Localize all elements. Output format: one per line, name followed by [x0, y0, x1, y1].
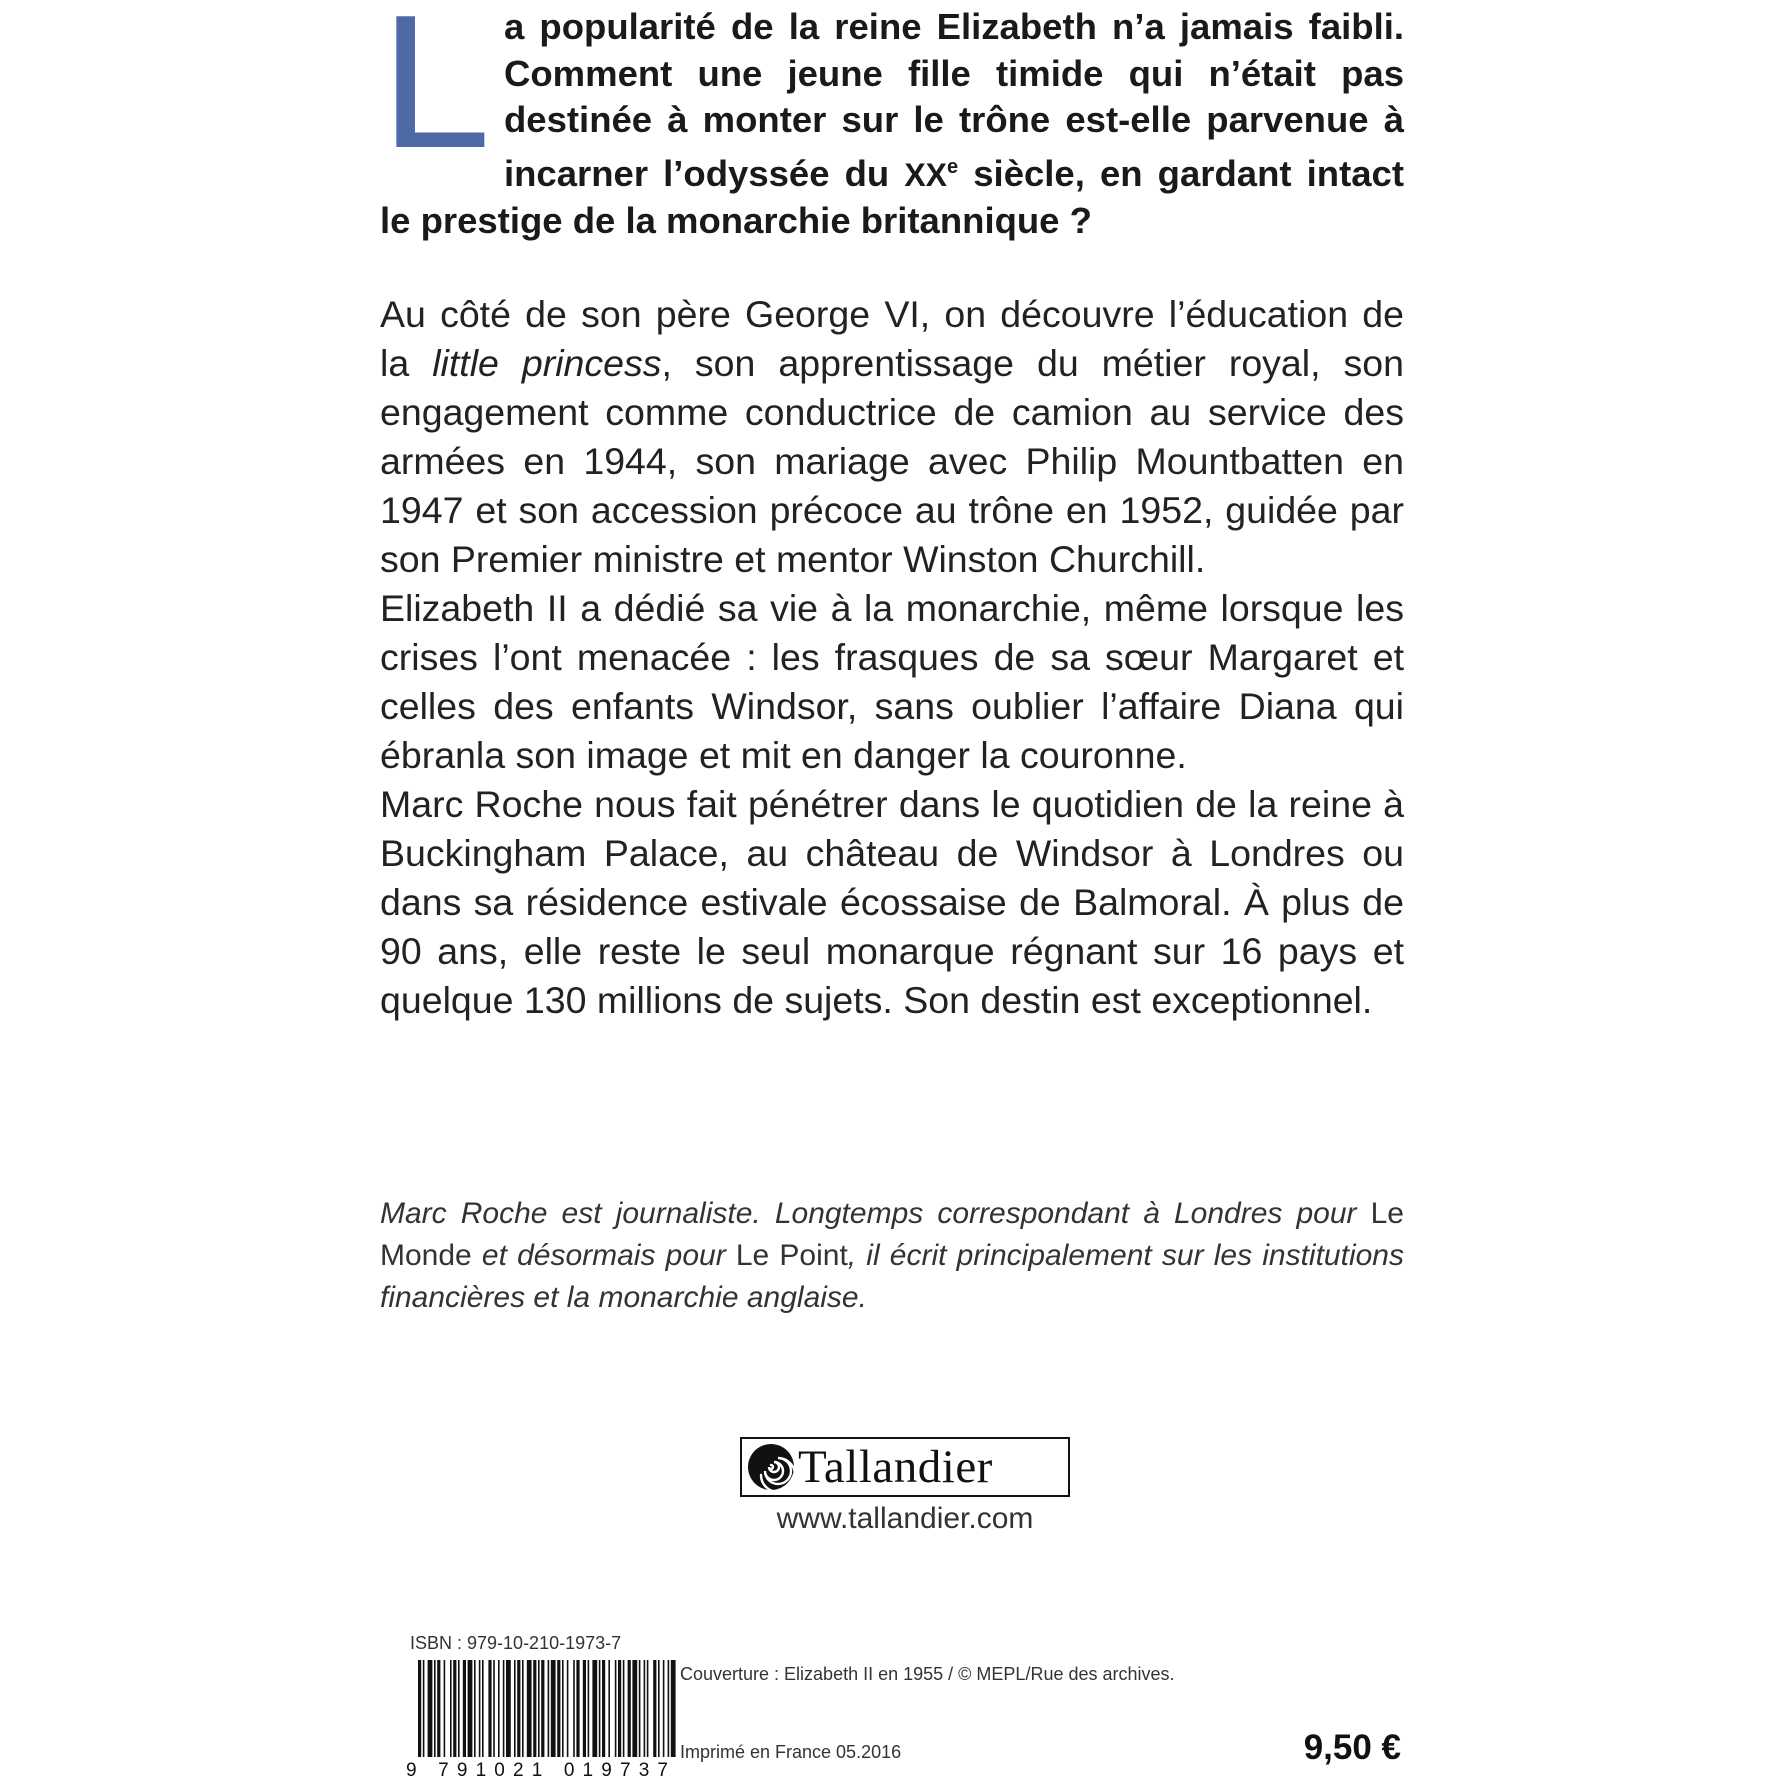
century-sup: e [947, 155, 959, 178]
drop-cap [380, 0, 496, 188]
cover-credit: Couverture : Elizabeth II en 1955 / © MEPL/Rue des archives. [680, 1664, 1175, 1684]
bio-text: Marc Roche est journaliste. Longtemps correspondant à Londres pour [380, 1197, 1371, 1230]
book-reference-italic: little princess [432, 342, 662, 384]
printing-info: Imprimé en France 05.2016 [680, 1742, 902, 1762]
isbn-label: ISBN : 979-10-210-1973-7 [410, 1633, 622, 1653]
barcode [406, 1660, 682, 1779]
publisher-name: Tallandier [798, 1441, 993, 1493]
author-bio [380, 1193, 1404, 1319]
summary-paragraph-3: Marc Roche nous fait pénétrer dans le quotidien de la reine à Buckingham Palace, au château de Windsor à Londres ou dans sa résidence estivale écossaise de Balmoral. À plus de 90 ans, elle reste le seul monarque régnant sur 16 pays et quelque 130 millions de sujets. Son destin est exceptionnel. [380, 783, 1404, 1021]
publisher-logo [740, 1437, 1070, 1497]
bio-text: , il écrit principalement sur les institutions financières et la monarchie anglaise. [380, 1239, 1404, 1314]
publisher-website[interactable]: www.tallandier.com [776, 1502, 1034, 1535]
summary-paragraph-2: Elizabeth II a dédié sa vie à la monarchie, même lorsque les crises l’ont menacée : les frasques de sa sœur Margaret et celles des enfants Windsor, sans oublier l’affaire Diana qui ébranla son image et mit en danger la couronne. [380, 587, 1404, 776]
intro-text-1: a popularité de la reine Elizabeth n’a jamais faibli. Comment une jeune fille timide qui n’était pas destinée à monter sur le trône est-elle parvenue à incarner l’odyssée du [504, 6, 1404, 194]
spiral-icon [746, 1442, 796, 1492]
summary-text: , son apprentissage du métier royal, son engagement comme conductrice de camion au service des armées en 1944, son mariage avec Philip Mountbatten en 1947 et son accession précoce au trône en 1952, guidée par son Premier ministre et mentor Winston Churchill. [380, 342, 1404, 580]
summary [380, 290, 1404, 1025]
intro-text-2: siècle, en gardant intact le prestige de la monarchie britannique ? [380, 152, 1404, 242]
barcode-digits: 9 791021 019737 [406, 1760, 668, 1779]
newspaper-le-monde: Le Monde [380, 1197, 1404, 1272]
century-numeral: XX [904, 156, 948, 193]
newspaper-le-point: Le Point [735, 1239, 848, 1272]
summary-paragraph-1 [380, 290, 1404, 584]
bio-text: et désormais pour [471, 1239, 736, 1272]
summary-text: Au côté de son père George VI, on découvre l’éducation de la [380, 293, 1404, 384]
barcode-bars [418, 1660, 676, 1757]
drop-cap-letter: L [380, 0, 491, 188]
price: 9,50 € [1303, 1728, 1401, 1767]
intro-paragraph [380, 0, 1404, 245]
